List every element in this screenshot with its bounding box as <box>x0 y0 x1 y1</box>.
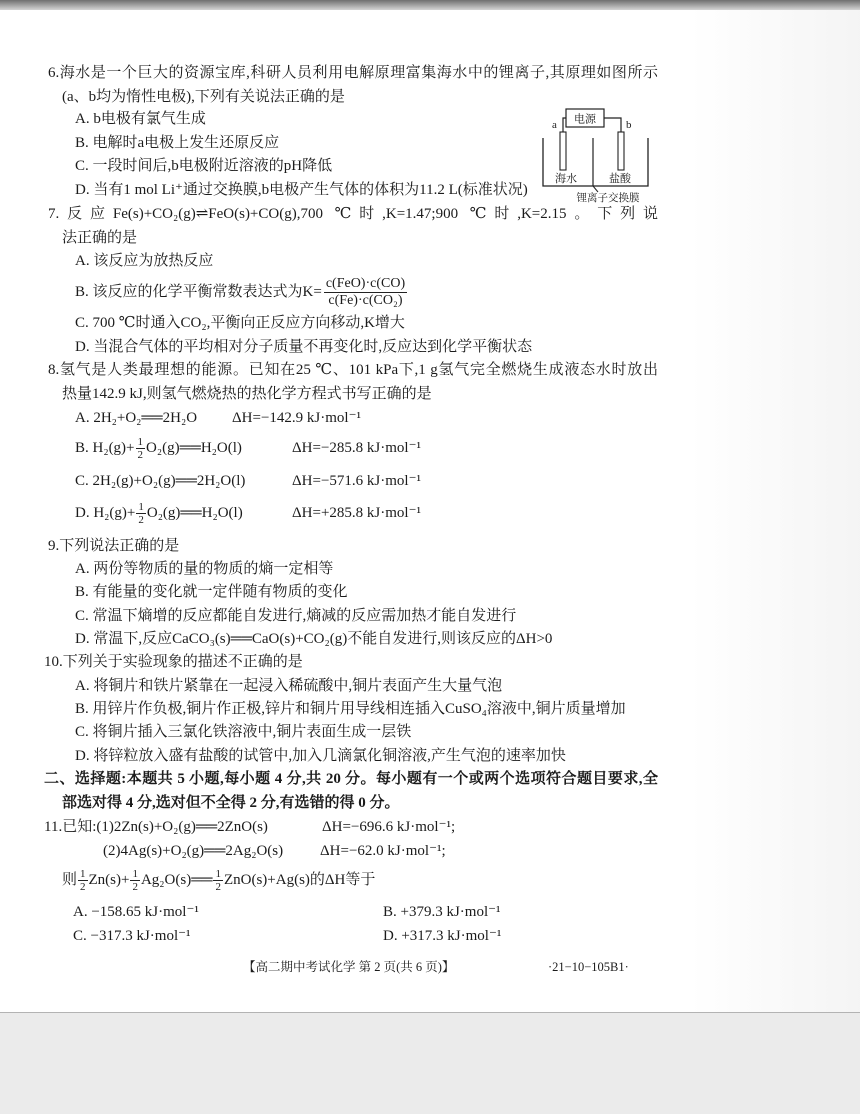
fraction-denominator: 2 <box>215 880 221 893</box>
q10-option-c: C. 将铜片插入三氯化铁溶液中,铜片表面生成一层铁 <box>75 724 412 740</box>
equation-part: ZnO(s)+Ag(s)的ΔH等于 <box>223 872 376 888</box>
fraction-one-half <box>213 868 223 893</box>
q11-given-2-equation: (2)4Ag(s)+O₂(g)══2Ag₂O(s) <box>103 843 284 859</box>
q7-stem-line-2: 法正确的是 <box>62 230 138 246</box>
q10-option-a: A. 将铜片和铁片紧靠在一起浸入稀硫酸中,铜片表面产生大量气泡 <box>75 678 503 694</box>
q7-stem-line-1: 7.反应Fe(s)+CO₂(g)⇌FeO(s)+CO(g),700 ℃时,K=1.47;900 ℃时,K=2.15。下列说 <box>48 206 658 222</box>
membrane-label: 锂离子交换膜 <box>576 193 640 204</box>
q11-option-a: A. −158.65 kJ·mol⁻¹ <box>73 904 199 920</box>
q6-stem-line-1: 6.海水是一个巨大的资源宝库,科研人员利用电解原理富集海水中的锂离子,其原理如图所示 <box>48 65 658 81</box>
fraction-numerator: 1 <box>138 500 144 513</box>
section-2-heading-line-2: 部选对得 4 分,选对但不全得 2 分,有选错的得 0 分。 <box>62 795 400 811</box>
fraction-denominator: 2 <box>132 880 138 893</box>
q9-stem: 9.下列说法正确的是 <box>48 538 180 554</box>
q6-option-b: B. 电解时a电极上发生还原反应 <box>75 135 280 151</box>
fraction-denominator: 2 <box>138 513 144 526</box>
q11-option-b: B. +379.3 kJ·mol⁻¹ <box>383 904 501 920</box>
membrane-leader-line <box>593 186 598 192</box>
power-supply-label: 电源 <box>574 113 596 126</box>
fraction-numerator: 1 <box>132 867 138 880</box>
electrode-b-label: b <box>626 119 632 131</box>
fraction-denominator: 2 <box>137 448 144 461</box>
equation-part: D. H₂(g)+ <box>75 505 136 521</box>
q7-option-d: D. 当混合气体的平均相对分子质量不再变化时,反应达到化学平衡状态 <box>75 339 533 355</box>
q6-stem-line-2: (a、b均为惰性电极),下列有关说法正确的是 <box>62 89 345 105</box>
equation-part: Zn(s)+ <box>88 872 130 888</box>
electrode-a-label: a <box>552 119 557 131</box>
q6-option-d: D. 当有1 mol Li⁺通过交换膜,b电极产生气体的体积为11.2 L(标准状况) <box>75 182 528 198</box>
q11-given-1-equation: 11.已知:(1)2Zn(s)+O₂(g)══2ZnO(s) <box>44 819 268 835</box>
equation-part: 则 <box>62 872 78 888</box>
page-footer-code: ·21−10−105B1· <box>548 960 629 974</box>
q9-option-a: A. 两份等物质的量的物质的熵一定相等 <box>75 561 334 577</box>
q9-option-b: B. 有能量的变化就一定伴随有物质的变化 <box>75 584 348 600</box>
scan-right-shade <box>690 10 860 1012</box>
fraction-denominator: 2 <box>80 880 86 893</box>
q8-option-c-equation: C. 2H₂(g)+O₂(g)══2H₂O(l) <box>75 473 246 489</box>
page-footer-title: 【高二期中考试化学 第 2 页(共 6 页)】 <box>243 960 455 974</box>
q8-option-c-enthalpy: ΔH=−571.6 kJ·mol⁻¹ <box>292 473 421 489</box>
electrode-a <box>560 132 566 170</box>
q8-option-a-equation: A. 2H₂+O₂══2H₂O <box>75 410 198 426</box>
fraction-numerator: 1 <box>215 867 221 880</box>
q8-stem-line-2: 热量142.9 kJ,则氢气燃烧热的热化学方程式书写正确的是 <box>62 386 432 402</box>
fraction-denominator: c(Fe)·c(CO₂) <box>328 292 403 308</box>
electrolysis-cell-diagram <box>536 104 658 204</box>
q8-option-b-enthalpy: ΔH=−285.8 kJ·mol⁻¹ <box>292 440 421 456</box>
hydrochloric-acid-label: 盐酸 <box>609 173 631 185</box>
equation-part: B. H₂(g)+ <box>75 440 135 456</box>
seawater-label: 海水 <box>555 173 577 185</box>
equilibrium-constant-fraction <box>324 276 407 309</box>
q6-option-c: C. 一段时间后,b电极附近溶液的pH降低 <box>75 158 333 174</box>
fraction-one-half <box>130 868 140 893</box>
q7-option-a: A. 该反应为放热反应 <box>75 253 214 269</box>
electrode-b <box>618 132 624 170</box>
scan-top-edge <box>0 0 860 10</box>
q10-stem: 10.下列关于实验现象的描述不正确的是 <box>44 654 303 670</box>
q11-given-2-enthalpy: ΔH=−62.0 kJ·mol⁻¹; <box>320 843 446 859</box>
q10-option-b: B. 用锌片作负极,铜片作正极,锌片和铜片用导线相连插入CuSO₄溶液中,铜片质量增加 <box>75 701 626 717</box>
q11-option-c: C. −317.3 kJ·mol⁻¹ <box>73 928 191 944</box>
q11-given-1-enthalpy: ΔH=−696.6 kJ·mol⁻¹; <box>322 819 456 835</box>
q7-option-b <box>75 275 407 309</box>
q11-option-d: D. +317.3 kJ·mol⁻¹ <box>383 928 502 944</box>
q10-option-d: D. 将锌粒放入盛有盐酸的试管中,加入几滴氯化铜溶液,产生气泡的速率加快 <box>75 748 566 764</box>
fraction-one-half <box>78 868 88 893</box>
section-2-heading-line-1: 二、选择题:本题共 5 小题,每小题 4 分,共 20 分。每小题有一个或两个选项符合题目要求,全 <box>44 771 658 787</box>
q7-option-c: C. 700 ℃时通入CO₂,平衡向正反应方向移动,K增大 <box>75 315 405 331</box>
q9-option-c: C. 常温下熵增的反应都能自发进行,熵减的反应需加热才能自发进行 <box>75 608 517 624</box>
q11-question-equation <box>62 866 375 894</box>
q8-option-b-equation <box>75 434 242 462</box>
fraction-one-half <box>136 436 146 461</box>
fraction-numerator: c(FeO)·c(CO) <box>325 275 406 291</box>
fraction-numerator: 1 <box>80 867 86 880</box>
fraction-one-half <box>136 501 146 526</box>
fraction-numerator: 1 <box>137 435 144 448</box>
equation-part: Ag₂O(s)══ <box>140 872 213 888</box>
q8-option-a-enthalpy: ΔH=−142.9 kJ·mol⁻¹ <box>232 410 361 426</box>
scan-bottom-area <box>0 1012 860 1114</box>
q9-option-d: D. 常温下,反应CaCO₃(s)══CaO(s)+CO₂(g)不能自发进行,则该反应的ΔH>0 <box>75 631 553 647</box>
wire-right <box>604 118 621 132</box>
q8-option-d-enthalpy: ΔH=+285.8 kJ·mol⁻¹ <box>292 505 421 521</box>
q7-option-b-text: B. 该反应的化学平衡常数表达式为K= <box>75 284 322 300</box>
equation-part: O₂(g)══H₂O(l) <box>146 440 242 456</box>
equation-part: O₂(g)══H₂O(l) <box>146 505 243 521</box>
q6-option-a: A. b电极有氯气生成 <box>75 111 206 127</box>
q8-stem-line-1: 8.氢气是人类最理想的能源。已知在25 ℃、101 kPa下,1 g氢气完全燃烧生成液态水时放出 <box>48 362 658 378</box>
q8-option-d-equation <box>75 499 243 527</box>
